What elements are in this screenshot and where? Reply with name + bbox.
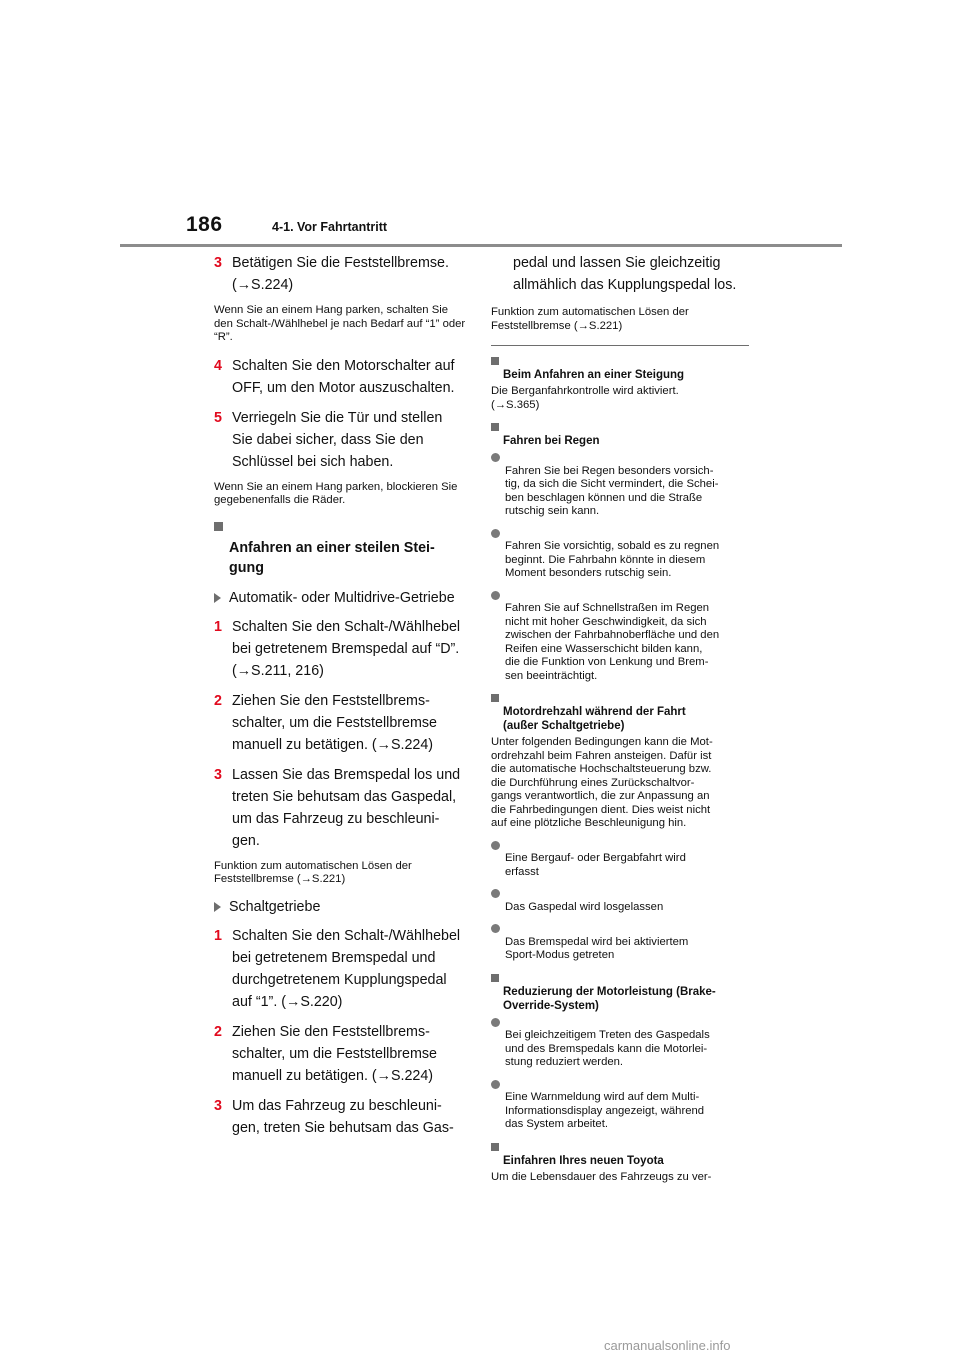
list-item-text: Bei gleichzeitigem Treten des Gaspedals und des Bremspedals kann die Motorlei- stung reduziert werden. xyxy=(505,1029,710,1068)
paragraph-hill-start-assist: Die Berganfahrkontrolle wird aktiviert. (→S.365) xyxy=(491,385,679,411)
list-item xyxy=(491,1078,749,1132)
section-divider xyxy=(491,345,749,346)
square-bullet-icon xyxy=(491,694,499,702)
auto-step-1 xyxy=(214,616,470,682)
subheading-manual xyxy=(214,897,470,917)
list-item xyxy=(491,451,749,519)
manual-step-1 xyxy=(214,925,470,1013)
subheading-text: Automatik- oder Multidrive-Getriebe xyxy=(229,589,455,606)
circle-bullet-icon xyxy=(491,591,500,600)
step-5-lock-door xyxy=(214,407,470,473)
step-4-engine-off xyxy=(214,355,470,399)
list-item-text: Fahren Sie bei Regen besonders vorsich- tig, da sich die Sicht vermindert, die Schei- ben beschlagen können und die Straße rutschig sein kann. xyxy=(505,464,719,517)
step-text: pedal und lassen Sie gleichzeitig allmählich das Kupplungspedal los. xyxy=(513,255,737,293)
step-text: Schalten Sie den Motorschalter auf OFF, um den Motor auszuschalten. xyxy=(232,357,455,396)
step-text: Ziehen Sie den Feststellbrems- schalter, um die Feststellbremse manuell zu betätigen. (→S.224) xyxy=(232,692,438,753)
heading-text: Einfahren Ihres neuen Toyota xyxy=(503,1154,664,1167)
list-item xyxy=(491,1016,749,1070)
step-number: 2 xyxy=(214,1023,222,1040)
heading-incline xyxy=(491,354,749,382)
step-number: 3 xyxy=(214,255,222,271)
heading-steep-start xyxy=(214,518,470,578)
manual-step-2 xyxy=(214,1021,470,1087)
auto-step-3 xyxy=(214,764,470,852)
circle-bullet-icon xyxy=(491,924,500,933)
step-text: Ziehen Sie den Feststellbrems- schalter, um die Feststellbremse manuell zu betätigen. (→S.224) xyxy=(232,1023,438,1084)
note-auto-release: Funktion zum automatischen Lösen der Feststellbremse (→S.221) xyxy=(214,859,412,885)
header-rule xyxy=(120,244,842,247)
note-wheels: Wenn Sie an einem Hang parken, blockieren Sie gegebenenfalls die Räder. xyxy=(214,480,458,506)
heading-text: Fahren bei Regen xyxy=(503,435,600,447)
square-bullet-icon xyxy=(491,423,499,431)
step-number: 4 xyxy=(214,357,222,374)
square-bullet-icon xyxy=(214,522,223,531)
circle-bullet-icon xyxy=(491,1018,500,1027)
list-item-text: Fahren Sie auf Schnellstraßen im Regen nicht mit hoher Geschwindigkeit, da sich zwischen der Fahrbahnoberfläche und den Reifen eine Wasserschicht bilden kann, die die Funktion von Lenkung und Brem- sen beeinträchtigt. xyxy=(505,602,720,682)
square-bullet-icon xyxy=(491,1143,499,1151)
step-number: 1 xyxy=(214,618,222,635)
step-number: 3 xyxy=(214,1097,222,1114)
page-number: 186 xyxy=(186,213,223,236)
watermark: carmanualsonline.info xyxy=(604,1338,731,1353)
paragraph-break-in: Um die Lebensdauer des Fahrzeugs zu ver- xyxy=(491,1170,712,1183)
circle-bullet-icon xyxy=(491,453,500,462)
step-text: Um das Fahrzeug zu beschleuni- gen, treten Sie behutsam das Gas- xyxy=(232,1097,454,1136)
heading-engine-speed xyxy=(491,691,749,733)
circle-bullet-icon xyxy=(491,1080,500,1089)
note-hang: Wenn Sie an einem Hang parken, schalten Sie den Schalt-/Wählhebel je nach Bedarf auf “1” oder “R”. xyxy=(214,304,466,343)
list-item xyxy=(491,922,749,963)
manual-step-3 xyxy=(214,1095,470,1139)
list-item-text: Das Gaspedal wird losgelassen xyxy=(505,900,664,913)
step-text: Schalten Sie den Schalt-/Wählhebel bei getretenem Bremspedal auf “D”. (→S.211, 216) xyxy=(232,618,461,679)
paragraph-engine-speed: Unter folgenden Bedingungen kann die Mot- ordrehzahl beim Fahren ansteigen. Dafür ist die automatische Hochschaltsteuerung bzw. die Durchführung eines Zurückschaltvor- gangs verantwortlich, die zur Anpassung an die Fahrbedingungen dient. Dies weist nicht auf eine plötzliche Beschleunigung hin. xyxy=(491,736,713,829)
heading-text: Beim Anfahren an einer Steigung xyxy=(503,369,685,381)
circle-bullet-icon xyxy=(491,841,500,850)
heading-text: Anfahren an einer steilen Stei- gung xyxy=(229,539,435,576)
right-column xyxy=(491,252,749,1192)
list-item-text: Eine Bergauf- oder Bergabfahrt wird erfasst xyxy=(505,852,686,878)
manual-step-3-continued xyxy=(491,252,749,296)
list-item xyxy=(491,839,749,880)
step-text: Schalten Sie den Schalt-/Wählhebel bei getretenem Bremspedal und durchgetretenem Kupplungspedal auf “1”. (→S.220) xyxy=(232,927,461,1010)
triangle-arrow-icon xyxy=(214,593,221,603)
step-3-parking-brake xyxy=(214,252,470,296)
list-item xyxy=(491,527,749,581)
heading-text: Motordrehzahl während der Fahrt (außer Schaltgetriebe) xyxy=(503,706,686,732)
left-column xyxy=(214,252,470,1147)
step-number: 2 xyxy=(214,692,222,709)
triangle-arrow-icon xyxy=(214,902,221,912)
list-item-text: Eine Warnmeldung wird auf dem Multi- Informationsdisplay angezeigt, während das System arbeitet. xyxy=(505,1091,705,1130)
square-bullet-icon xyxy=(491,357,499,365)
step-text: Lassen Sie das Bremspedal los und treten Sie behutsam das Gaspedal, um das Fahrzeug zu beschleuni- gen. xyxy=(232,766,461,849)
heading-break-in xyxy=(491,1140,749,1168)
circle-bullet-icon xyxy=(491,529,500,538)
step-text: Verriegeln Sie die Tür und stellen Sie dabei sicher, dass Sie den Schlüssel bei sich haben. xyxy=(232,409,443,470)
step-number: 1 xyxy=(214,927,222,944)
list-item-text: Fahren Sie vorsichtig, sobald es zu regnen beginnt. Die Fahrbahn könnte in diesem Moment besonders rutschig sein. xyxy=(505,540,720,579)
subheading-text: Schaltgetriebe xyxy=(229,898,321,915)
section-title: 4-1. Vor Fahrtantritt xyxy=(272,220,388,234)
heading-brake-override xyxy=(491,971,749,1013)
circle-bullet-icon xyxy=(491,889,500,898)
page-header xyxy=(0,0,960,250)
list-item-text: Das Bremspedal wird bei aktiviertem Sport-Modus getreten xyxy=(505,935,689,961)
heading-rain xyxy=(491,420,749,448)
subheading-automatic xyxy=(214,588,470,608)
heading-text: Reduzierung der Motorleistung (Brake- Override-System) xyxy=(503,985,716,1012)
step-number: 3 xyxy=(214,766,222,783)
note-auto-release-manual: Funktion zum automatischen Lösen der Feststellbremse (→S.221) xyxy=(491,306,689,332)
list-item xyxy=(491,887,749,914)
list-item xyxy=(491,589,749,684)
step-text: Betätigen Sie die Feststellbremse. (→S.224) xyxy=(232,255,449,293)
auto-step-2 xyxy=(214,690,470,756)
square-bullet-icon xyxy=(491,974,499,982)
step-number: 5 xyxy=(214,409,222,426)
